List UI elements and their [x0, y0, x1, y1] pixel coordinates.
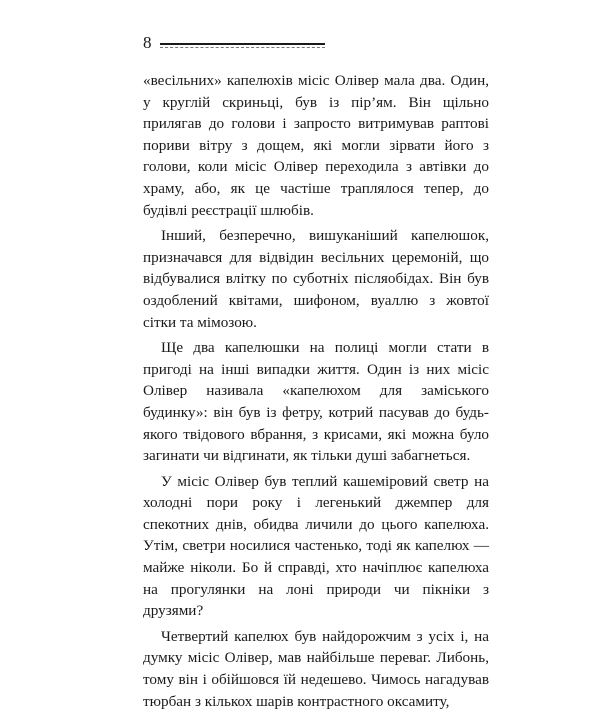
paragraph: Інший, безперечно, вишуканіший капелюшок, призначався для відвідин весільних церемоній, що відбувалися влітку по суботніх післяобідах. Він був оздоблений квітами, шифоном, вуаллю з жовтої сітки та мімозою.	[143, 227, 489, 331]
running-header	[143, 34, 325, 51]
paragraph: Четвертий капелюх був найдорожчим з усіх і, на думку місіс Олівер, мав найбільше переваг. Либонь, тому він і обійшовся їй недешево. Чимось нагадував тюрбан з кількох шарів контрастного оксамиту,	[143, 627, 489, 710]
header-rule	[160, 43, 325, 48]
body-text	[143, 70, 489, 712]
paragraph: «весільних» капелюхів місіс Олівер мала два. Один, у круглій скриньці, був із пір’ям. Він щільно прилягав до голови і запросто витримував раптові пориви вітру з дощем, які могли зірвати його з голови, коли місіс Олівер переходила з автівки до храму, або, як це частіше траплялося тепер, до будівлі реєстрації шлюбів.	[143, 72, 489, 219]
paragraph: У місіс Олівер був теплий кашеміровий светр на холодні пори року і легенький джемпер для спекотних днів, обидва личили до цього капелюха. Утім, светри носилися частенько, тоді як капелюх — майже ніколи. Бо й справді, хто начіплює капелюха на прогулянки на лоні природи чи пікніки з друзями?	[143, 472, 489, 620]
paragraph: Ще два капелюшки на полиці могли стати в пригоді на інші випадки життя. Один із них місіс Олівер називала «капелюхом для заміського будинку»: він був із фетру, котрий пасував до будь-якого твідового вбрання, з крисами, які можна було загинати чи відгинати, як тільки душі забагнеться.	[143, 339, 489, 465]
page-number: 8	[143, 33, 152, 52]
